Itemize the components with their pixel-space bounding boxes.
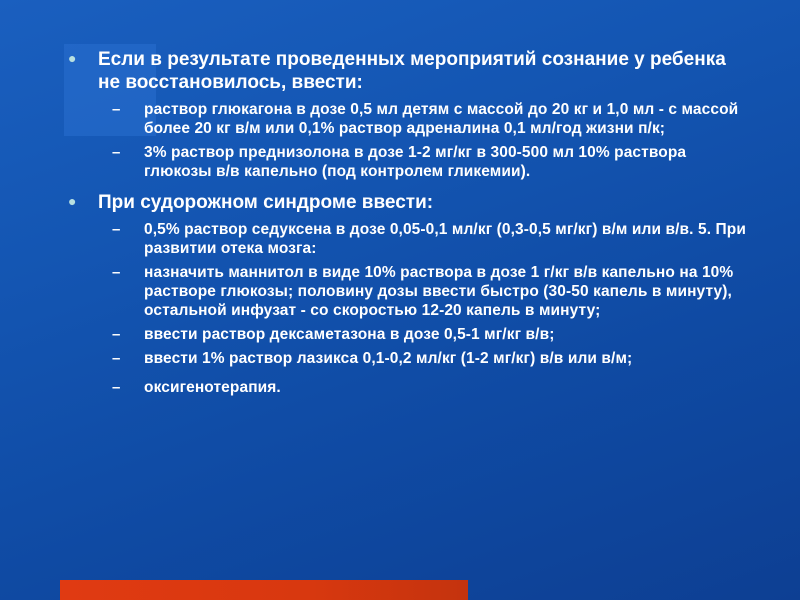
list-item-text: 0,5% раствор седуксена в дозе 0,05-0,1 мл/кг (0,3-0,5 мг/кг) в/м или в/в. 5. При развитии отека мозга:	[144, 221, 746, 257]
list-item-text: назначить маннитол в виде 10% раствора в дозе 1 г/кг в/в капельно на 10% растворе глюкозы; половину дозы ввести быстро (30-50 капель в минуту), остальной инфузат - со скоростью 12-20 капель в минуту;	[144, 264, 734, 319]
bullet-icon: ●	[68, 50, 77, 66]
list-item-text: раствор глюкагона в дозе 0,5 мл детям с массой до 20 кг и 1,0 мл - с массой более 20 кг в/м или 0,1% раствор адреналина 0,1 мл/год жизни п/к;	[144, 101, 739, 137]
slide-content	[62, 48, 752, 402]
list-item	[112, 263, 752, 320]
dash-marker: –	[112, 144, 121, 161]
list-item	[112, 325, 752, 344]
list-item	[112, 100, 752, 138]
dash-marker: –	[112, 379, 121, 396]
section-2-heading-item	[62, 191, 752, 214]
list-item	[112, 349, 752, 368]
decorative-accent-bar	[60, 580, 468, 600]
bullet-icon: ●	[68, 193, 77, 209]
list-item-text: 3% раствор преднизолона в дозе 1-2 мг/кг в 300-500 мл 10% раствора глюкозы в/в капельно (под контролем гликемии).	[144, 144, 687, 180]
dash-marker: –	[112, 264, 121, 281]
section-2-heading: При судорожном синдроме ввести:	[98, 192, 434, 213]
dash-marker: –	[112, 101, 121, 118]
section-1-heading-item	[62, 48, 752, 94]
dash-marker: –	[112, 221, 121, 238]
list-item	[112, 143, 752, 181]
list-item-text: оксигенотерапия.	[144, 379, 281, 396]
dash-marker: –	[112, 326, 121, 343]
list-item-text: ввести раствор дексаметазона в дозе 0,5-1 мг/кг в/в;	[144, 326, 555, 343]
section-1-heading: Если в результате проведенных мероприятий сознание у ребенка не восстановилось, ввести:	[98, 49, 726, 93]
list-item	[112, 378, 752, 397]
list-item-text: ввести 1% раствор лазикса 0,1-0,2 мл/кг (1-2 мг/кг) в/в или в/м;	[144, 350, 633, 367]
list-item	[112, 220, 752, 258]
dash-marker: –	[112, 350, 121, 367]
